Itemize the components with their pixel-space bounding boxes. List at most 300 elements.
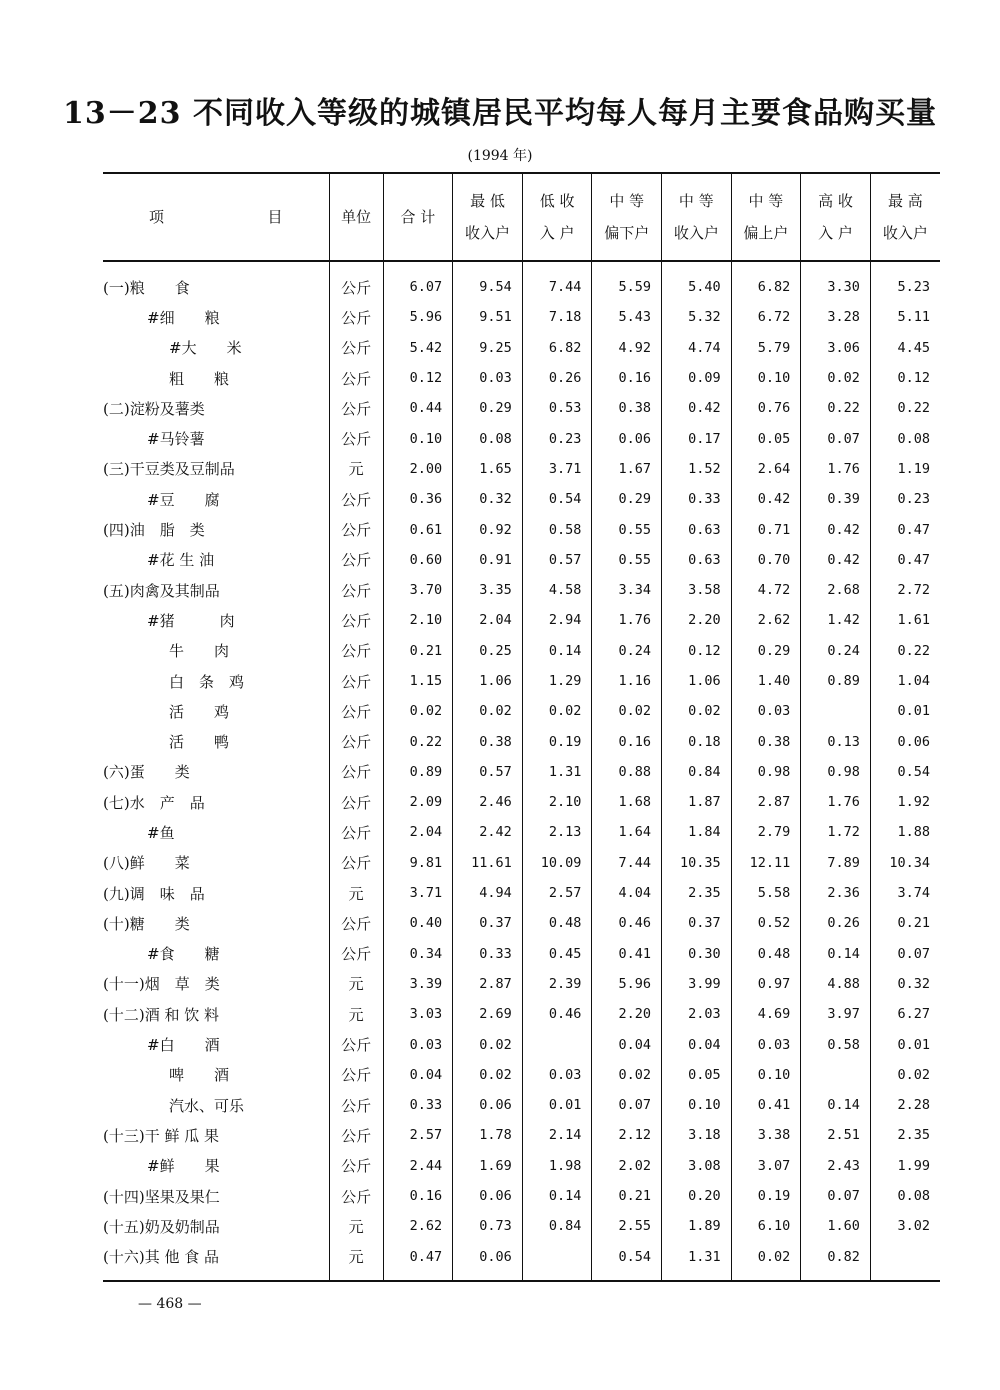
row-value: 5.43 <box>592 302 662 332</box>
row-value <box>801 1060 871 1090</box>
row-item-label: #鲜 果 <box>147 1157 220 1176</box>
header-column <box>383 173 453 261</box>
row-value: 0.12 <box>662 636 732 666</box>
row-value: 5.58 <box>731 878 801 908</box>
row-value: 0.45 <box>522 939 592 969</box>
table-row <box>103 484 940 514</box>
row-value: 0.36 <box>383 484 453 514</box>
row-value: 0.07 <box>592 1090 662 1120</box>
row-value: 0.71 <box>731 514 801 544</box>
row-value: 2.43 <box>801 1151 871 1181</box>
header-item-left: 项 <box>149 208 165 226</box>
row-value: 1.31 <box>662 1242 732 1281</box>
row-value: 2.57 <box>383 1120 453 1150</box>
row-value: 0.46 <box>522 999 592 1029</box>
row-value <box>870 1242 940 1281</box>
row-value: 5.40 <box>662 261 732 302</box>
row-value: 0.02 <box>731 1242 801 1281</box>
row-unit: 元 <box>329 969 383 999</box>
row-value: 0.16 <box>592 363 662 393</box>
row-value: 0.13 <box>801 726 871 756</box>
row-value: 0.10 <box>731 1060 801 1090</box>
row-item-label: (十四)坚果及果仁 <box>103 1187 220 1206</box>
row-value: 5.96 <box>592 969 662 999</box>
row-value: 0.24 <box>592 636 662 666</box>
row-value: 1.42 <box>801 605 871 635</box>
row-item-label: (三)干豆类及豆制品 <box>103 460 235 479</box>
row-value: 2.00 <box>383 454 453 484</box>
row-value: 0.02 <box>453 1029 523 1059</box>
row-unit: 公斤 <box>329 1029 383 1059</box>
row-value: 2.62 <box>383 1211 453 1241</box>
row-value: 0.54 <box>522 484 592 514</box>
table-row <box>103 302 940 332</box>
row-unit: 公斤 <box>329 787 383 817</box>
row-value: 0.02 <box>453 696 523 726</box>
row-unit: 公斤 <box>329 514 383 544</box>
row-value: 0.63 <box>662 545 732 575</box>
row-value: 4.94 <box>453 878 523 908</box>
row-value: 1.78 <box>453 1120 523 1150</box>
row-value: 0.19 <box>522 726 592 756</box>
table-row <box>103 726 940 756</box>
row-value: 0.12 <box>870 363 940 393</box>
row-value: 2.04 <box>453 605 523 635</box>
row-value: 1.61 <box>870 605 940 635</box>
header-column-line2: 偏上户 <box>743 224 789 242</box>
row-value: 3.30 <box>801 261 871 302</box>
row-value: 0.03 <box>522 1060 592 1090</box>
row-value: 0.08 <box>453 423 523 453</box>
row-value: 0.55 <box>592 514 662 544</box>
table-row <box>103 787 940 817</box>
row-unit: 公斤 <box>329 575 383 605</box>
header-column <box>453 173 523 261</box>
row-value: 0.21 <box>592 1181 662 1211</box>
table-row <box>103 1151 940 1181</box>
row-item-label: #细 粮 <box>147 308 220 327</box>
row-value: 0.63 <box>662 514 732 544</box>
row-value: 10.09 <box>522 848 592 878</box>
row-value: 2.36 <box>801 878 871 908</box>
row-value: 0.42 <box>662 393 732 423</box>
row-value: 0.05 <box>662 1060 732 1090</box>
row-value: 0.89 <box>383 757 453 787</box>
header-column <box>522 173 592 261</box>
row-value: 3.70 <box>383 575 453 605</box>
row-unit: 公斤 <box>329 1090 383 1120</box>
row-value: 0.03 <box>453 363 523 393</box>
row-value <box>801 696 871 726</box>
table-row <box>103 605 940 635</box>
row-value: 0.22 <box>870 393 940 423</box>
row-unit: 公斤 <box>329 817 383 847</box>
row-value: 2.62 <box>731 605 801 635</box>
row-value: 0.08 <box>870 423 940 453</box>
page-subtitle: (1994 年) <box>467 148 533 164</box>
row-value: 0.70 <box>731 545 801 575</box>
row-value: 9.51 <box>453 302 523 332</box>
row-item-label: (十五)奶及奶制品 <box>103 1217 220 1236</box>
row-value: 1.98 <box>522 1151 592 1181</box>
row-value: 2.68 <box>801 575 871 605</box>
row-value: 1.29 <box>522 666 592 696</box>
row-item-label: 活 鸡 <box>169 702 230 721</box>
row-item-label: (五)肉禽及其制品 <box>103 581 220 600</box>
row-item-label: (十一)烟 草 类 <box>103 975 220 994</box>
row-unit: 元 <box>329 1242 383 1281</box>
row-value: 3.99 <box>662 969 732 999</box>
row-value: 0.34 <box>383 939 453 969</box>
row-value: 4.92 <box>592 333 662 363</box>
row-unit: 公斤 <box>329 1120 383 1150</box>
row-value: 0.03 <box>731 1029 801 1059</box>
row-value: 1.06 <box>453 666 523 696</box>
row-value: 0.33 <box>453 939 523 969</box>
row-value: 7.89 <box>801 848 871 878</box>
row-value: 2.72 <box>870 575 940 605</box>
row-value: 0.10 <box>383 423 453 453</box>
header-column-line2: 偏下户 <box>604 224 650 242</box>
row-value: 2.12 <box>592 1120 662 1150</box>
row-item-label: (十二)酒 和 饮 料 <box>103 1005 220 1024</box>
row-value: 5.11 <box>870 302 940 332</box>
header-column-line1: 最 高 <box>888 192 923 210</box>
row-value: 0.03 <box>731 696 801 726</box>
row-value: 1.64 <box>592 817 662 847</box>
table-row <box>103 878 940 908</box>
row-value: 0.16 <box>592 726 662 756</box>
row-unit: 公斤 <box>329 261 383 302</box>
row-value <box>522 1029 592 1059</box>
row-value: 0.32 <box>453 484 523 514</box>
row-item-label: (六)蛋 类 <box>103 763 190 782</box>
row-item-label: (十六)其 他 食 品 <box>103 1242 329 1281</box>
row-value: 4.04 <box>592 878 662 908</box>
row-item-label: (一)粮 食 <box>103 278 190 297</box>
row-value: 0.39 <box>801 484 871 514</box>
row-value: 5.96 <box>383 302 453 332</box>
row-value: 2.94 <box>522 605 592 635</box>
row-value: 1.04 <box>870 666 940 696</box>
row-value: 0.37 <box>453 908 523 938</box>
row-value: 2.51 <box>801 1120 871 1150</box>
row-value: 3.28 <box>801 302 871 332</box>
row-value: 2.79 <box>731 817 801 847</box>
row-value: 3.71 <box>383 878 453 908</box>
table-row <box>103 545 940 575</box>
row-value: 6.07 <box>383 261 453 302</box>
row-value: 0.02 <box>662 696 732 726</box>
table-row <box>103 363 940 393</box>
row-value: 0.92 <box>453 514 523 544</box>
row-value: 0.06 <box>870 726 940 756</box>
row-unit: 公斤 <box>329 605 383 635</box>
row-value: 5.32 <box>662 302 732 332</box>
table-row <box>103 1120 940 1150</box>
row-value: 1.19 <box>870 454 940 484</box>
row-value: 0.22 <box>870 636 940 666</box>
row-value: 0.04 <box>662 1029 732 1059</box>
row-item-label: #大 米 <box>169 339 242 358</box>
row-value: 3.03 <box>383 999 453 1029</box>
row-value: 6.72 <box>731 302 801 332</box>
row-value: 0.61 <box>383 514 453 544</box>
row-value: 4.72 <box>731 575 801 605</box>
row-value: 0.02 <box>522 696 592 726</box>
row-value: 2.10 <box>522 787 592 817</box>
table-row <box>103 939 940 969</box>
row-value: 0.25 <box>453 636 523 666</box>
row-value: 0.33 <box>662 484 732 514</box>
row-value: 7.44 <box>592 848 662 878</box>
table-row <box>103 757 940 787</box>
row-unit: 元 <box>329 999 383 1029</box>
row-value: 1.72 <box>801 817 871 847</box>
row-unit: 公斤 <box>329 302 383 332</box>
row-value: 0.46 <box>592 908 662 938</box>
row-value: 2.20 <box>662 605 732 635</box>
row-item-label: 白 条 鸡 <box>169 672 245 691</box>
row-unit: 公斤 <box>329 1060 383 1090</box>
row-value: 0.48 <box>731 939 801 969</box>
header-column-line1: 中 等 <box>609 192 645 210</box>
row-value: 3.58 <box>662 575 732 605</box>
row-value: 0.07 <box>801 1181 871 1211</box>
row-value: 5.59 <box>592 261 662 302</box>
row-value: 5.42 <box>383 333 453 363</box>
row-value: 0.54 <box>870 757 940 787</box>
row-value: 0.04 <box>592 1029 662 1059</box>
row-value: 6.82 <box>522 333 592 363</box>
row-unit: 公斤 <box>329 757 383 787</box>
row-unit: 公斤 <box>329 363 383 393</box>
row-value: 2.39 <box>522 969 592 999</box>
header-column-line1: 中 等 <box>678 192 714 210</box>
row-item-label: #花 生 油 <box>147 551 215 570</box>
row-value: 0.07 <box>870 939 940 969</box>
table-row <box>103 333 940 363</box>
row-value: 4.58 <box>522 575 592 605</box>
header-column-line1: 合 计 <box>400 208 436 226</box>
row-item-label: #猪 肉 <box>147 611 235 630</box>
row-value: 2.42 <box>453 817 523 847</box>
row-value: 1.40 <box>731 666 801 696</box>
row-item-label: (七)水 产 品 <box>103 793 205 812</box>
row-value: 0.29 <box>731 636 801 666</box>
row-value: 0.76 <box>731 393 801 423</box>
table-row <box>103 908 940 938</box>
row-value: 0.42 <box>801 545 871 575</box>
row-value: 0.47 <box>870 545 940 575</box>
row-value: 0.29 <box>453 393 523 423</box>
row-value: 0.33 <box>383 1090 453 1120</box>
table-row <box>103 423 940 453</box>
header-column-line2: 收入户 <box>464 224 510 242</box>
row-value: 6.27 <box>870 999 940 1029</box>
table-row <box>103 848 940 878</box>
row-value: 0.29 <box>592 484 662 514</box>
row-value: 1.76 <box>592 605 662 635</box>
row-value: 2.28 <box>870 1090 940 1120</box>
row-value: 0.37 <box>662 908 732 938</box>
row-item-label: #豆 腐 <box>147 490 220 509</box>
row-value: 0.06 <box>592 423 662 453</box>
table-body <box>103 261 940 1281</box>
row-unit: 公斤 <box>329 848 383 878</box>
row-value: 0.91 <box>453 545 523 575</box>
row-value: 9.25 <box>453 333 523 363</box>
table-row <box>103 696 940 726</box>
row-value: 1.31 <box>522 757 592 787</box>
row-value: 2.46 <box>453 787 523 817</box>
row-unit: 公斤 <box>329 393 383 423</box>
table-row <box>103 575 940 605</box>
table-row <box>103 1090 940 1120</box>
row-value: 2.44 <box>383 1151 453 1181</box>
table-row <box>103 1029 940 1059</box>
row-unit: 公斤 <box>329 666 383 696</box>
row-value: 1.88 <box>870 817 940 847</box>
food-purchase-table <box>103 172 940 1282</box>
table-row <box>103 261 940 302</box>
row-unit: 元 <box>329 454 383 484</box>
row-item-label: 啤 酒 <box>169 1066 230 1085</box>
row-value: 5.79 <box>731 333 801 363</box>
row-value: 0.22 <box>801 393 871 423</box>
row-value: 0.07 <box>801 423 871 453</box>
page-number: — 468 — <box>138 1296 202 1312</box>
row-value: 0.01 <box>522 1090 592 1120</box>
row-value: 2.69 <box>453 999 523 1029</box>
row-value: 0.44 <box>383 393 453 423</box>
row-value: 2.55 <box>592 1211 662 1241</box>
row-value: 0.41 <box>592 939 662 969</box>
row-value: 0.02 <box>592 696 662 726</box>
row-value <box>522 1242 592 1281</box>
row-unit: 公斤 <box>329 423 383 453</box>
row-item-label: (十三)干 鲜 瓜 果 <box>103 1126 220 1145</box>
row-value: 7.44 <box>522 261 592 302</box>
row-value: 0.26 <box>522 363 592 393</box>
row-unit: 公斤 <box>329 1181 383 1211</box>
header-column-line1: 中 等 <box>748 192 784 210</box>
row-item-label: #鱼 <box>147 823 175 842</box>
row-value: 0.89 <box>801 666 871 696</box>
row-value: 0.23 <box>522 423 592 453</box>
row-value: 4.88 <box>801 969 871 999</box>
row-value: 2.13 <box>522 817 592 847</box>
row-value: 1.67 <box>592 454 662 484</box>
row-value: 2.64 <box>731 454 801 484</box>
table-row <box>103 636 940 666</box>
row-value: 6.10 <box>731 1211 801 1241</box>
row-value: 0.14 <box>801 939 871 969</box>
row-value: 1.69 <box>453 1151 523 1181</box>
row-value: 3.34 <box>592 575 662 605</box>
row-value: 2.03 <box>662 999 732 1029</box>
row-value: 0.47 <box>870 514 940 544</box>
row-value: 0.58 <box>522 514 592 544</box>
table-row <box>103 666 940 696</box>
row-unit: 元 <box>329 878 383 908</box>
row-value: 0.57 <box>453 757 523 787</box>
header-column <box>801 173 871 261</box>
row-value: 7.18 <box>522 302 592 332</box>
row-item-label: (十)糖 类 <box>103 914 190 933</box>
row-item-label: 粗 粮 <box>169 369 230 388</box>
row-value: 1.89 <box>662 1211 732 1241</box>
row-value: 2.35 <box>870 1120 940 1150</box>
row-value: 1.92 <box>870 787 940 817</box>
row-value: 0.02 <box>801 363 871 393</box>
header-column-line2: 入 户 <box>539 224 575 242</box>
row-value: 10.34 <box>870 848 940 878</box>
row-value: 3.38 <box>731 1120 801 1150</box>
row-value: 0.14 <box>522 1181 592 1211</box>
header-column-line1: 低 收 <box>539 192 575 210</box>
row-value: 2.20 <box>592 999 662 1029</box>
row-value: 0.22 <box>383 726 453 756</box>
row-value: 2.87 <box>731 787 801 817</box>
row-value: 3.74 <box>870 878 940 908</box>
table-row <box>103 1181 940 1211</box>
header-column-line2: 收入户 <box>882 224 928 242</box>
row-value: 0.10 <box>731 363 801 393</box>
row-value: 0.41 <box>731 1090 801 1120</box>
header-item <box>103 173 329 261</box>
row-unit: 元 <box>329 1211 383 1241</box>
row-value: 1.16 <box>592 666 662 696</box>
row-value: 0.19 <box>731 1181 801 1211</box>
row-unit: 公斤 <box>329 696 383 726</box>
row-value: 3.71 <box>522 454 592 484</box>
row-value: 0.02 <box>870 1060 940 1090</box>
table-row <box>103 514 940 544</box>
row-unit: 公斤 <box>329 1151 383 1181</box>
table-row <box>103 1242 940 1281</box>
row-unit: 公斤 <box>329 636 383 666</box>
row-value: 2.57 <box>522 878 592 908</box>
table-header-row <box>103 173 940 261</box>
row-value: 4.45 <box>870 333 940 363</box>
row-value: 0.05 <box>731 423 801 453</box>
row-value: 0.60 <box>383 545 453 575</box>
row-value: 0.38 <box>453 726 523 756</box>
row-value: 6.82 <box>731 261 801 302</box>
row-value: 0.01 <box>870 1029 940 1059</box>
row-value: 0.97 <box>731 969 801 999</box>
table-row <box>103 817 940 847</box>
row-value: 0.02 <box>383 696 453 726</box>
row-value: 0.30 <box>662 939 732 969</box>
row-value: 0.58 <box>801 1029 871 1059</box>
header-column-line2: 收入户 <box>673 224 719 242</box>
row-value: 0.06 <box>453 1242 523 1281</box>
row-value: 3.07 <box>731 1151 801 1181</box>
row-value: 0.08 <box>870 1181 940 1211</box>
row-value: 0.02 <box>453 1060 523 1090</box>
row-value: 9.54 <box>453 261 523 302</box>
row-item-label: (九)调 味 品 <box>103 884 205 903</box>
row-value: 0.16 <box>383 1181 453 1211</box>
row-value: 0.18 <box>662 726 732 756</box>
row-value: 4.69 <box>731 999 801 1029</box>
row-value: 1.99 <box>870 1151 940 1181</box>
row-item-label: 牛 肉 <box>169 642 230 661</box>
row-value: 0.32 <box>870 969 940 999</box>
row-value: 0.04 <box>383 1060 453 1090</box>
